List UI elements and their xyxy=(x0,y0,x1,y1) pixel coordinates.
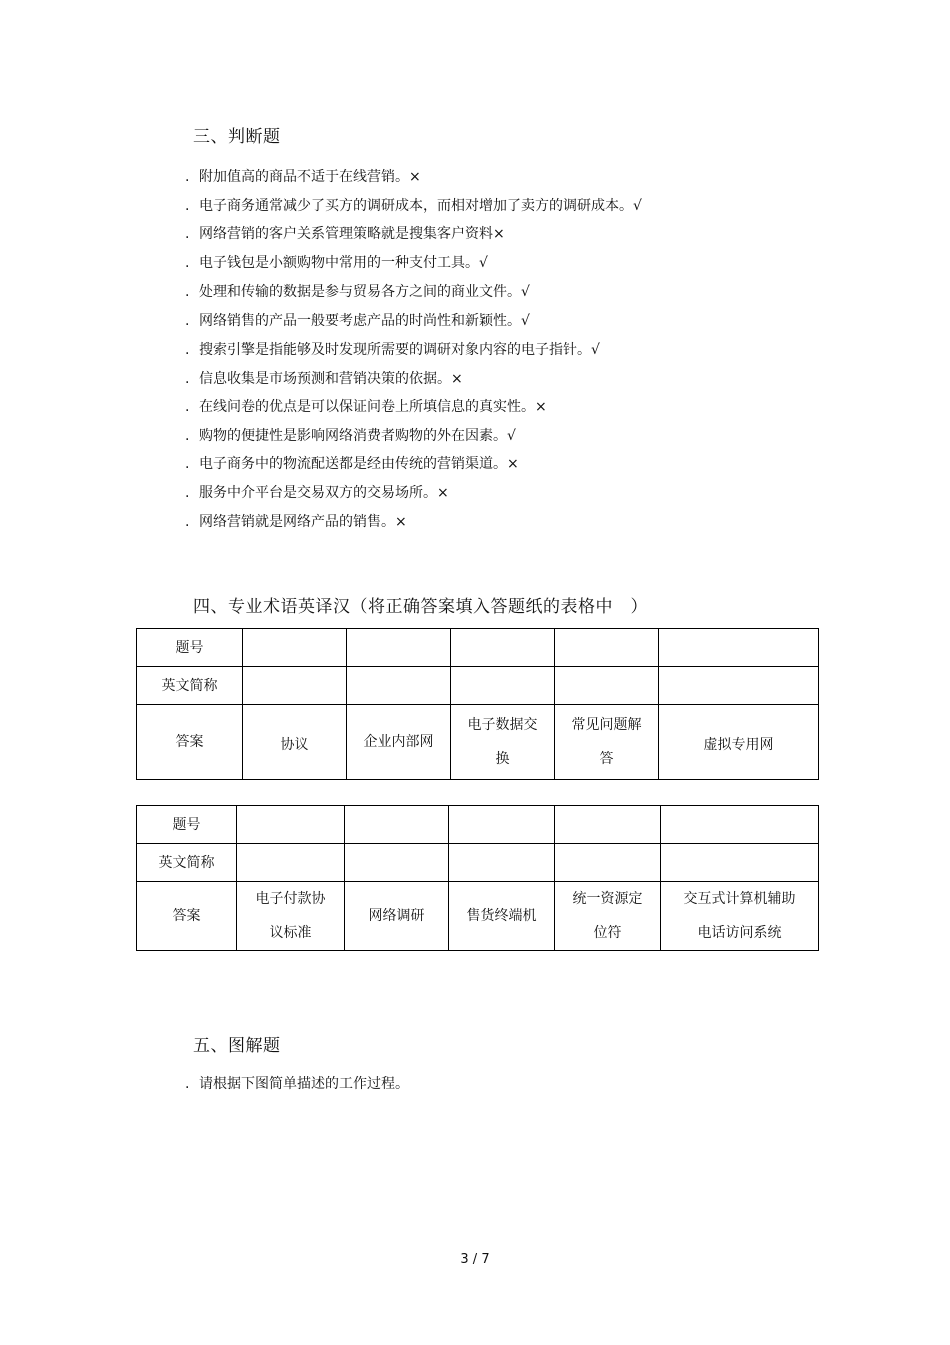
row-label: 题号 xyxy=(137,629,243,667)
bullet: . xyxy=(185,428,190,444)
bullet: . xyxy=(185,169,190,185)
table-cell xyxy=(243,629,347,667)
table-cell xyxy=(345,844,449,882)
answer-cell: 常见问题解 答 xyxy=(555,705,659,780)
table-cell xyxy=(555,629,659,667)
item-text: 在线问卷的优点是可以保证问卷上所填信息的真实性。× xyxy=(199,399,547,415)
answer-cell: 售货终端机 xyxy=(449,882,555,951)
list-item xyxy=(185,453,519,473)
item-text: 附加值高的商品不适于在线营销。× xyxy=(199,169,421,185)
table-cell xyxy=(449,806,555,844)
page-number: 3 / 7 xyxy=(460,1252,490,1267)
table-cell xyxy=(347,667,451,705)
table-cell xyxy=(555,844,661,882)
row-label: 英文简称 xyxy=(137,667,243,705)
table-row xyxy=(137,629,819,667)
item-text: 服务中介平台是交易双方的交易场所。× xyxy=(199,485,449,501)
list-item xyxy=(185,252,488,272)
answer-table-1 xyxy=(136,628,819,780)
bullet: . xyxy=(185,342,190,358)
table-cell xyxy=(555,667,659,705)
row-label: 答案 xyxy=(137,882,237,951)
table-cell xyxy=(237,806,345,844)
item-text: 网络营销的客户关系管理策略就是搜集客户资料× xyxy=(199,226,505,242)
item-text: 电子商务中的物流配送都是经由传统的营销渠道。× xyxy=(199,456,519,472)
bullet: . xyxy=(185,1076,190,1092)
answer-cell: 网络调研 xyxy=(345,882,449,951)
bullet: . xyxy=(185,198,190,214)
list-item xyxy=(185,511,407,531)
item-text: 电子商务通常减少了买方的调研成本，而相对增加了卖方的调研成本。√ xyxy=(199,198,642,214)
list-item xyxy=(185,195,642,215)
list-item xyxy=(185,339,600,359)
list-item xyxy=(185,310,530,330)
table-cell xyxy=(451,667,555,705)
item-text: 信息收集是市场预测和营销决策的依据。× xyxy=(199,371,463,387)
answer-cell: 企业内部网 xyxy=(347,705,451,780)
list-item xyxy=(185,425,516,445)
bullet: . xyxy=(185,485,190,501)
table-cell xyxy=(659,667,819,705)
answer-cell: 虚拟专用网 xyxy=(659,705,819,780)
table-cell xyxy=(661,844,819,882)
table-row xyxy=(137,806,819,844)
list-item xyxy=(185,1073,409,1093)
list-item xyxy=(185,368,463,388)
item-text: 购物的便捷性是影响网络消费者购物的外在因素。√ xyxy=(199,428,516,444)
answer-cell: 统一资源定 位符 xyxy=(555,882,661,951)
table-cell xyxy=(237,844,345,882)
item-text: 网络营销就是网络产品的销售。× xyxy=(199,514,407,530)
table-cell xyxy=(451,629,555,667)
answer-cell: 交互式计算机辅助 电话访问系统 xyxy=(661,882,819,951)
bullet: . xyxy=(185,399,190,415)
table-row xyxy=(137,844,819,882)
list-item xyxy=(185,223,505,243)
table-cell xyxy=(659,629,819,667)
bullet: . xyxy=(185,514,190,530)
bullet: . xyxy=(185,255,190,271)
list-item xyxy=(185,482,449,502)
row-label: 题号 xyxy=(137,806,237,844)
row-label: 答案 xyxy=(137,705,243,780)
table-cell xyxy=(243,667,347,705)
section4-title: 四、专业术语英译汉（将正确答案填入答题纸的表格中 ） xyxy=(193,597,648,617)
item-text: 电子钱包是小额购物中常用的一种支付工具。√ xyxy=(199,255,488,271)
item-text: 请根据下图简单描述的工作过程。 xyxy=(199,1076,409,1092)
item-text: 处理和传输的数据是参与贸易各方之间的商业文件。√ xyxy=(199,284,530,300)
bullet: . xyxy=(185,226,190,242)
answer-table-2 xyxy=(136,805,819,951)
bullet: . xyxy=(185,371,190,387)
table-cell xyxy=(347,629,451,667)
bullet: . xyxy=(185,313,190,329)
section3-title: 三、判断题 xyxy=(193,127,281,147)
table-cell xyxy=(661,806,819,844)
bullet: . xyxy=(185,284,190,300)
table-row xyxy=(137,667,819,705)
list-item xyxy=(185,396,547,416)
list-item xyxy=(185,166,421,186)
answer-cell: 协议 xyxy=(243,705,347,780)
answer-cell: 电子付款协 议标准 xyxy=(237,882,345,951)
answer-cell: 电子数据交 换 xyxy=(451,705,555,780)
table-row xyxy=(137,882,819,951)
item-text: 网络销售的产品一般要考虑产品的时尚性和新颖性。√ xyxy=(199,313,530,329)
table-row xyxy=(137,705,819,780)
table-cell xyxy=(345,806,449,844)
list-item xyxy=(185,281,530,301)
table-cell xyxy=(555,806,661,844)
item-text: 搜索引擎是指能够及时发现所需要的调研对象内容的电子指针。√ xyxy=(199,342,600,358)
bullet: . xyxy=(185,456,190,472)
table-cell xyxy=(449,844,555,882)
row-label: 英文简称 xyxy=(137,844,237,882)
section5-title: 五、图解题 xyxy=(193,1036,281,1056)
